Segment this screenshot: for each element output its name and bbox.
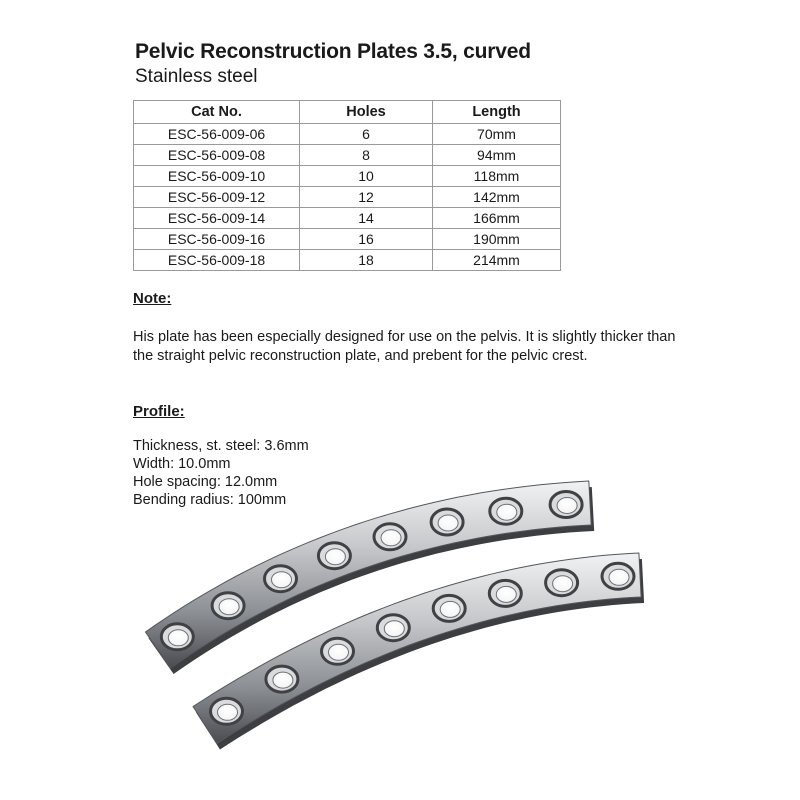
screw-hole bbox=[219, 599, 239, 615]
screw-hole bbox=[325, 549, 345, 565]
cell-cat-no: ESC-56-009-12 bbox=[134, 187, 300, 208]
cell-holes: 12 bbox=[300, 187, 433, 208]
product-subtitle: Stainless steel bbox=[135, 66, 258, 87]
screw-hole bbox=[438, 515, 458, 531]
table-row bbox=[134, 229, 561, 250]
catalog-table bbox=[133, 100, 561, 271]
cell-cat-no: ESC-56-009-14 bbox=[134, 208, 300, 229]
bone-plates-image bbox=[120, 475, 680, 775]
screw-hole bbox=[553, 576, 573, 592]
col-header-cat-no: Cat No. bbox=[134, 101, 300, 124]
screw-hole bbox=[168, 630, 188, 646]
screw-hole bbox=[497, 504, 517, 520]
product-title: Pelvic Reconstruction Plates 3.5, curved bbox=[135, 40, 531, 63]
cell-length: 166mm bbox=[433, 208, 561, 229]
spec-hole-spacing: Hole spacing: 12.0mm bbox=[133, 474, 278, 490]
cell-holes: 6 bbox=[300, 124, 433, 145]
table-row bbox=[134, 208, 561, 229]
table-row bbox=[134, 124, 561, 145]
table-row bbox=[134, 187, 561, 208]
cell-length: 190mm bbox=[433, 229, 561, 250]
spec-thickness: Thickness, st. steel: 3.6mm bbox=[133, 438, 309, 454]
table-row bbox=[134, 250, 561, 271]
table-header-row bbox=[134, 101, 561, 124]
cell-cat-no: ESC-56-009-10 bbox=[134, 166, 300, 187]
cell-cat-no: ESC-56-009-08 bbox=[134, 145, 300, 166]
cell-cat-no: ESC-56-009-18 bbox=[134, 250, 300, 271]
screw-hole bbox=[381, 530, 401, 546]
screw-hole bbox=[218, 704, 238, 720]
screw-hole bbox=[609, 569, 629, 585]
cell-cat-no: ESC-56-009-06 bbox=[134, 124, 300, 145]
screw-hole bbox=[329, 644, 349, 660]
note-text: His plate has been especially designed for use on the pelvis. It is slightly thicker than the straight pelvic reconstruction plate, and prebent for the pelvic crest. bbox=[133, 329, 676, 364]
profile-heading: Profile: bbox=[133, 403, 185, 420]
spec-width: Width: 10.0mm bbox=[133, 456, 231, 472]
cell-length: 70mm bbox=[433, 124, 561, 145]
note-heading: Note: bbox=[133, 290, 172, 307]
cell-length: 142mm bbox=[433, 187, 561, 208]
cell-holes: 10 bbox=[300, 166, 433, 187]
cell-cat-no: ESC-56-009-16 bbox=[134, 229, 300, 250]
cell-holes: 16 bbox=[300, 229, 433, 250]
screw-hole bbox=[557, 498, 577, 514]
spec-bending-radius: Bending radius: 100mm bbox=[133, 492, 287, 508]
cell-holes: 14 bbox=[300, 208, 433, 229]
col-header-length: Length bbox=[433, 101, 561, 124]
table-row bbox=[134, 145, 561, 166]
table-row bbox=[134, 166, 561, 187]
cell-length: 118mm bbox=[433, 166, 561, 187]
col-header-holes: Holes bbox=[300, 101, 433, 124]
screw-hole bbox=[440, 601, 460, 617]
screw-hole bbox=[273, 672, 293, 688]
screw-hole bbox=[496, 586, 516, 602]
cell-holes: 8 bbox=[300, 145, 433, 166]
screw-hole bbox=[384, 621, 404, 637]
cell-length: 214mm bbox=[433, 250, 561, 271]
screw-hole bbox=[272, 572, 292, 588]
cell-length: 94mm bbox=[433, 145, 561, 166]
cell-holes: 18 bbox=[300, 250, 433, 271]
